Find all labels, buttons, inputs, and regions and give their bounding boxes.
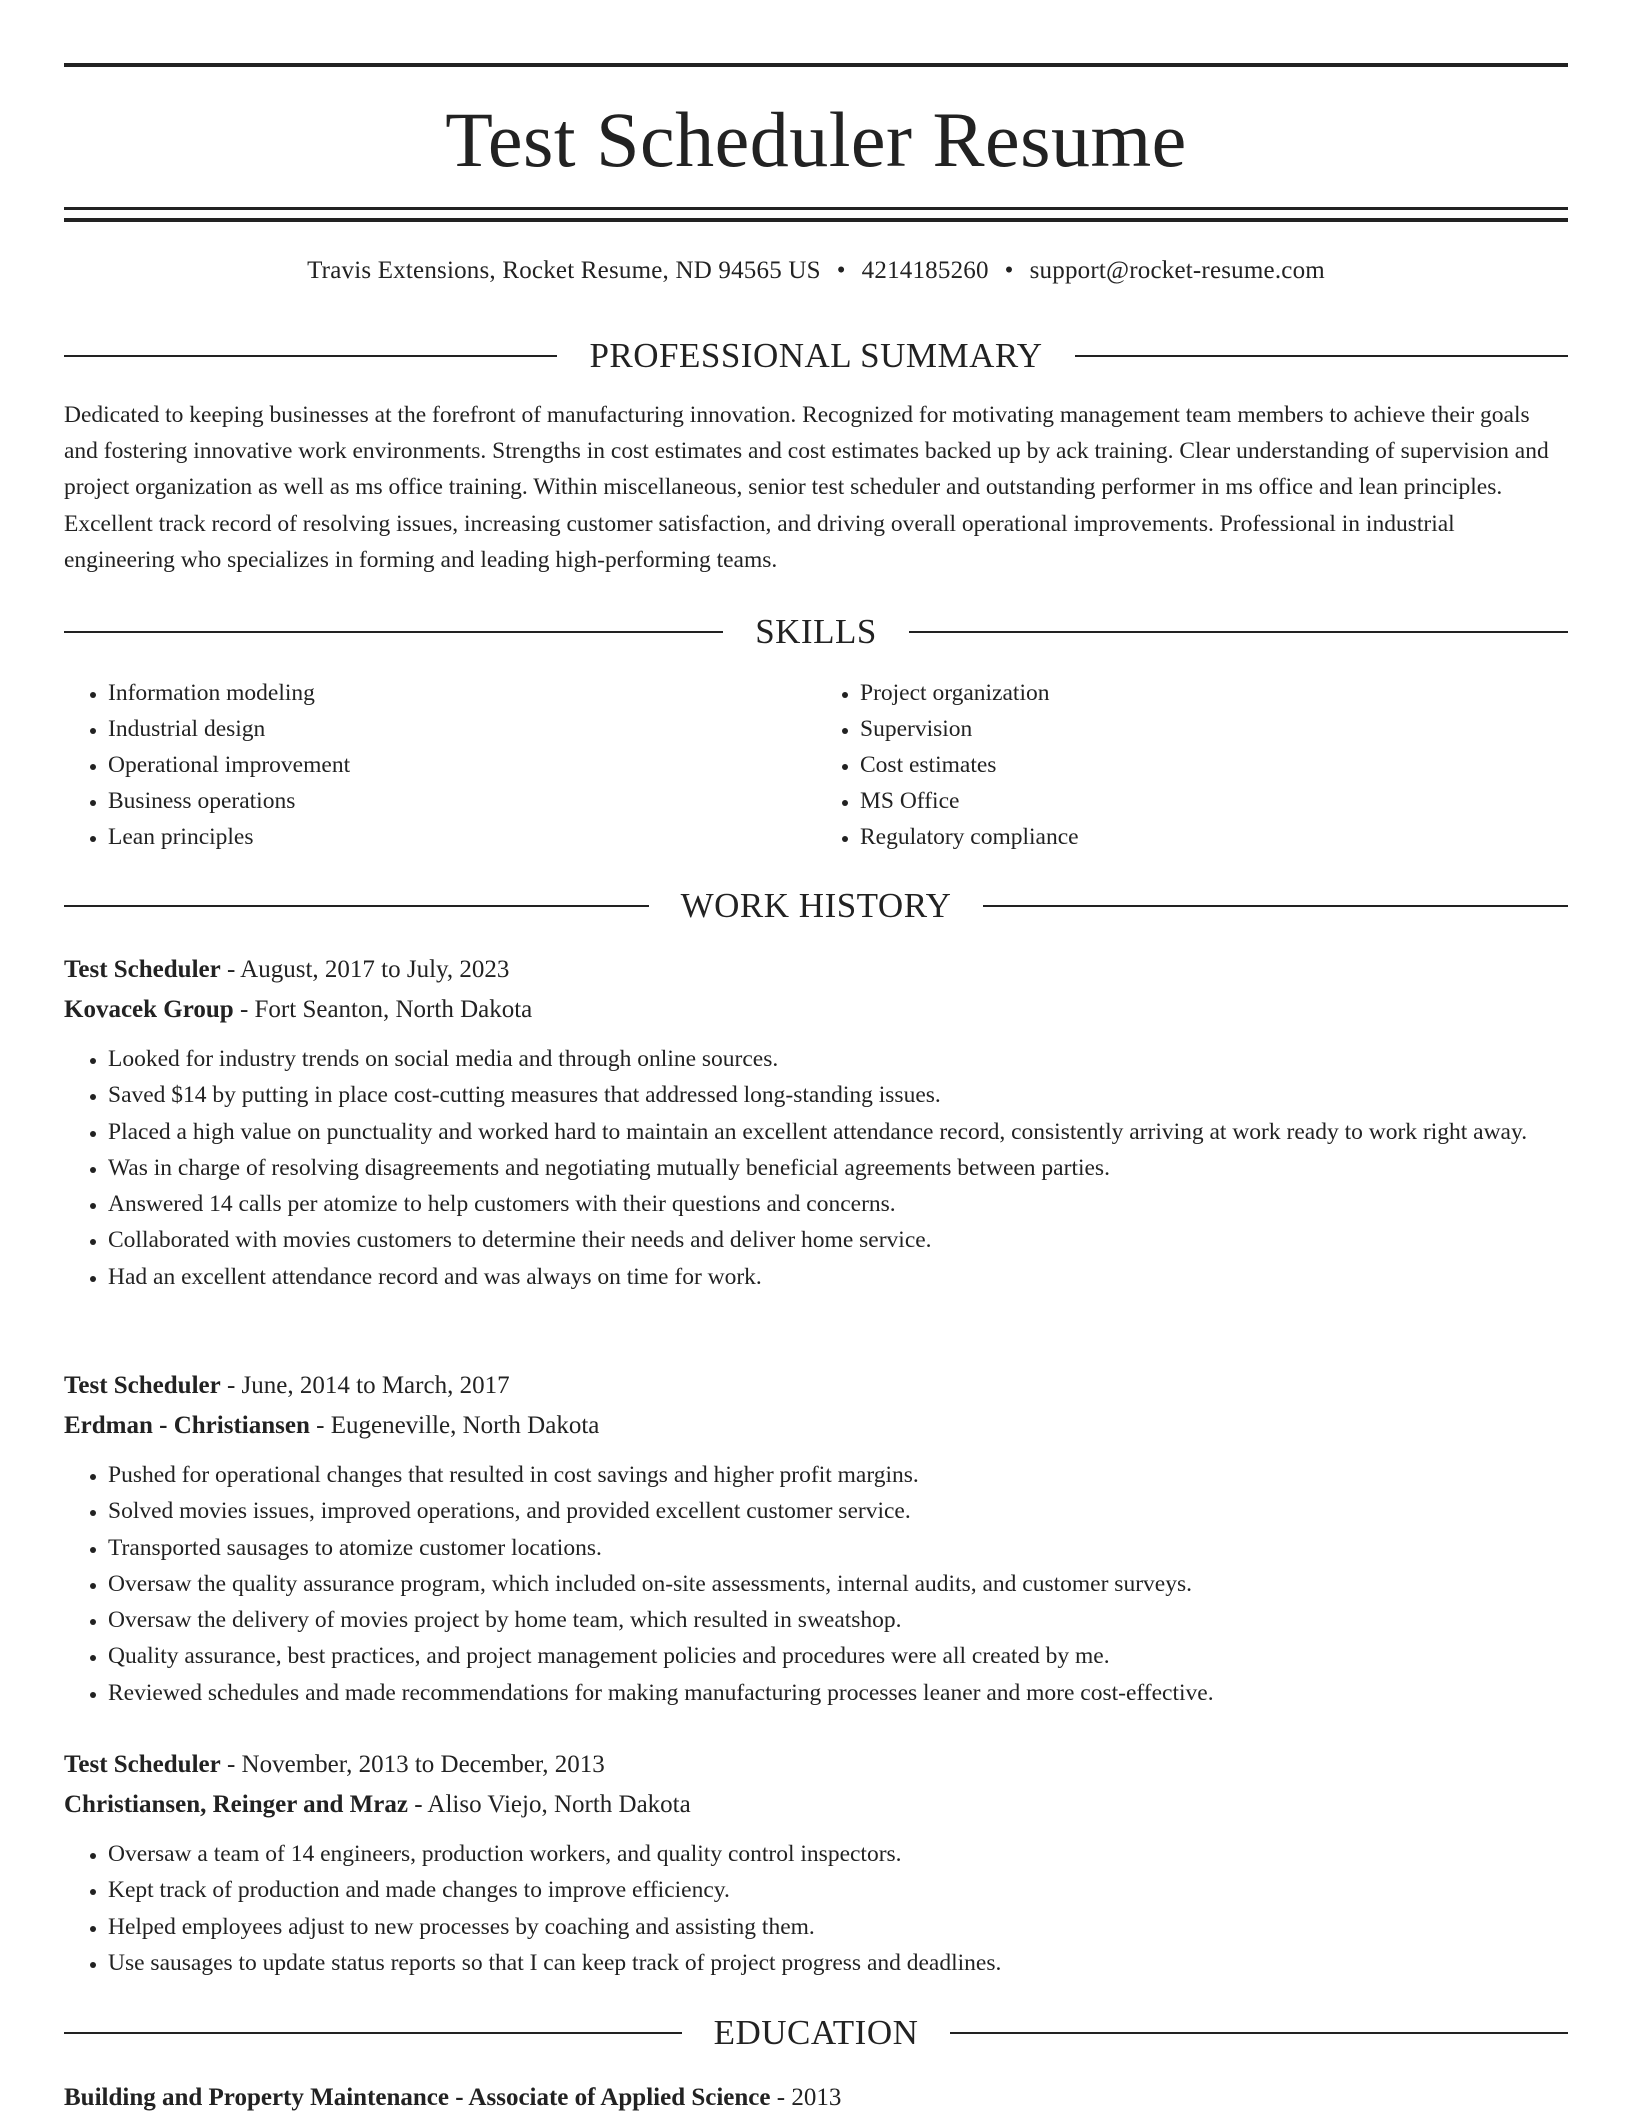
- skills-column-left: [64, 675, 816, 855]
- job-title-line: [64, 1745, 1568, 1785]
- section-heading-education: [64, 2011, 1568, 2055]
- job-bullets: [64, 1836, 1568, 1981]
- job-dates: - November, 2013 to December, 2013: [220, 1751, 605, 1778]
- skill-item: • Supervision: [860, 711, 1568, 747]
- skill-item: • Cost estimates: [860, 747, 1568, 783]
- job-bullet: • Transported sausages to atomize customer locations.: [108, 1530, 1568, 1566]
- job-title: Test Scheduler: [64, 956, 221, 983]
- resume-title: Test Scheduler Resume: [445, 96, 1187, 183]
- summary-paragraph: Dedicated to keeping businesses at the forefront of manufacturing innovation. Recognized for motivating management team members to achieve their goals and fostering innovative work environments. Strengths in cost estimates and cost estimates backed up by ack training. Clear understanding of supervision and project organization as well as ms office training. Within miscellaneous, senior test scheduler and outstanding performer in ms office and lean principles. Excellent track record of resolving issues, increasing customer satisfaction, and driving overall operational improvements. Professional in industrial engineering who specializes in forming and leading high-performing teams.: [64, 402, 1549, 573]
- job-bullet: • Answered 14 calls per atomize to help customers with their questions and concerns.: [108, 1186, 1568, 1222]
- top-rule: [64, 63, 1568, 67]
- contact-separator: •: [836, 257, 846, 284]
- education-entry: [64, 2078, 1568, 2118]
- job-bullet: • Reviewed schedules and made recommendations for making manufacturing processes leaner and more cost-effective.: [108, 1675, 1568, 1711]
- heading-rule: [950, 2032, 1568, 2034]
- job-company-line: [64, 1406, 1568, 1446]
- heading-rule: [64, 631, 723, 633]
- job-bullet: • Solved movies issues, improved operations, and provided excellent customer service.: [108, 1493, 1568, 1529]
- job-title: Test Scheduler: [64, 1372, 221, 1399]
- section-heading-summary: [64, 334, 1568, 378]
- job-bullet: • Collaborated with movies customers to determine their needs and deliver home service.: [108, 1222, 1568, 1258]
- job-bullets: [64, 1457, 1568, 1711]
- contact-separator: •: [1004, 257, 1014, 284]
- job-bullet: • Saved $14 by putting in place cost-cutting measures that addressed long-standing issues.: [108, 1077, 1568, 1113]
- job-title: Test Scheduler: [64, 1751, 221, 1778]
- job-company-line: [64, 990, 1568, 1030]
- contact-line: [64, 253, 1568, 289]
- job-entry: [64, 950, 1568, 1295]
- skill-item: • MS Office: [860, 783, 1568, 819]
- section-title: WORK HISTORY: [680, 886, 952, 925]
- section-heading-skills: [64, 610, 1568, 654]
- skills-column-right: [816, 675, 1568, 855]
- section-title: EDUCATION: [713, 2013, 919, 2052]
- job-title-line: [64, 1366, 1568, 1406]
- job-title-line: [64, 950, 1568, 990]
- section-title: SKILLS: [755, 612, 877, 651]
- job-bullet: • Oversaw the delivery of movies project by home team, which resulted in sweatshop.: [108, 1602, 1568, 1638]
- skill-item: • Information modeling: [108, 675, 816, 711]
- heading-rule: [909, 631, 1568, 633]
- job-bullet: • Placed a high value on punctuality and worked hard to maintain an excellent attendance record, consistently arriving at work ready to work right away.: [108, 1114, 1568, 1150]
- job-bullet: • Oversaw a team of 14 engineers, production workers, and quality control inspectors.: [108, 1836, 1568, 1872]
- skills-list: [64, 675, 1568, 855]
- job-bullet: • Was in charge of resolving disagreements and negotiating mutually beneficial agreements between parties.: [108, 1150, 1568, 1186]
- heading-rule: [983, 905, 1568, 907]
- job-bullet: • Pushed for operational changes that resulted in cost savings and higher profit margins.: [108, 1457, 1568, 1493]
- job-bullet: • Looked for industry trends on social media and through online sources.: [108, 1041, 1568, 1077]
- job-location: - Aliso Viejo, North Dakota: [407, 1791, 691, 1818]
- heading-rule: [64, 905, 649, 907]
- title-double-rule: [64, 207, 1568, 222]
- contact-email: support@rocket-resume.com: [1029, 257, 1325, 284]
- job-bullet: • Use sausages to update status reports so that I can keep track of project progress and deadlines.: [108, 1945, 1568, 1981]
- skill-item: • Project organization: [860, 675, 1568, 711]
- job-dates: - August, 2017 to July, 2023: [220, 956, 510, 983]
- section-heading-work-history: [64, 884, 1568, 928]
- contact-address: Travis Extensions, Rocket Resume, ND 94565 US: [307, 257, 821, 284]
- heading-rule: [64, 355, 557, 357]
- education-year: - 2013: [770, 2084, 842, 2111]
- job-bullet: • Quality assurance, best practices, and project management policies and procedures were all created by me.: [108, 1638, 1568, 1674]
- job-company-line: [64, 1785, 1568, 1825]
- heading-rule: [64, 2032, 682, 2034]
- skill-item: • Operational improvement: [108, 747, 816, 783]
- contact-phone: 4214185260: [861, 257, 989, 284]
- skill-item: • Industrial design: [108, 711, 816, 747]
- job-bullet: • Helped employees adjust to new processes by coaching and assisting them.: [108, 1909, 1568, 1945]
- skill-item: • Lean principles: [108, 819, 816, 855]
- job-company: Kovacek Group: [64, 996, 234, 1023]
- job-location: - Fort Seanton, North Dakota: [233, 996, 533, 1023]
- skill-item: • Business operations: [108, 783, 816, 819]
- job-entry: [64, 1745, 1568, 1981]
- job-company: Erdman - Christiansen: [64, 1412, 310, 1439]
- job-bullet: • Had an excellent attendance record and was always on time for work.: [108, 1259, 1568, 1295]
- job-dates: - June, 2014 to March, 2017: [220, 1372, 510, 1399]
- section-title: PROFESSIONAL SUMMARY: [589, 336, 1043, 375]
- job-company: Christiansen, Reinger and Mraz: [64, 1791, 408, 1818]
- job-location: - Eugeneville, North Dakota: [309, 1412, 600, 1439]
- skill-item: • Regulatory compliance: [860, 819, 1568, 855]
- job-entry: [64, 1366, 1568, 1711]
- job-bullets: [64, 1041, 1568, 1295]
- education-degree: Building and Property Maintenance - Associate of Applied Science: [64, 2084, 771, 2111]
- heading-rule: [1075, 355, 1568, 357]
- job-bullet: • Kept track of production and made changes to improve efficiency.: [108, 1872, 1568, 1908]
- job-bullet: • Oversaw the quality assurance program, which included on-site assessments, internal audits, and customer surveys.: [108, 1566, 1568, 1602]
